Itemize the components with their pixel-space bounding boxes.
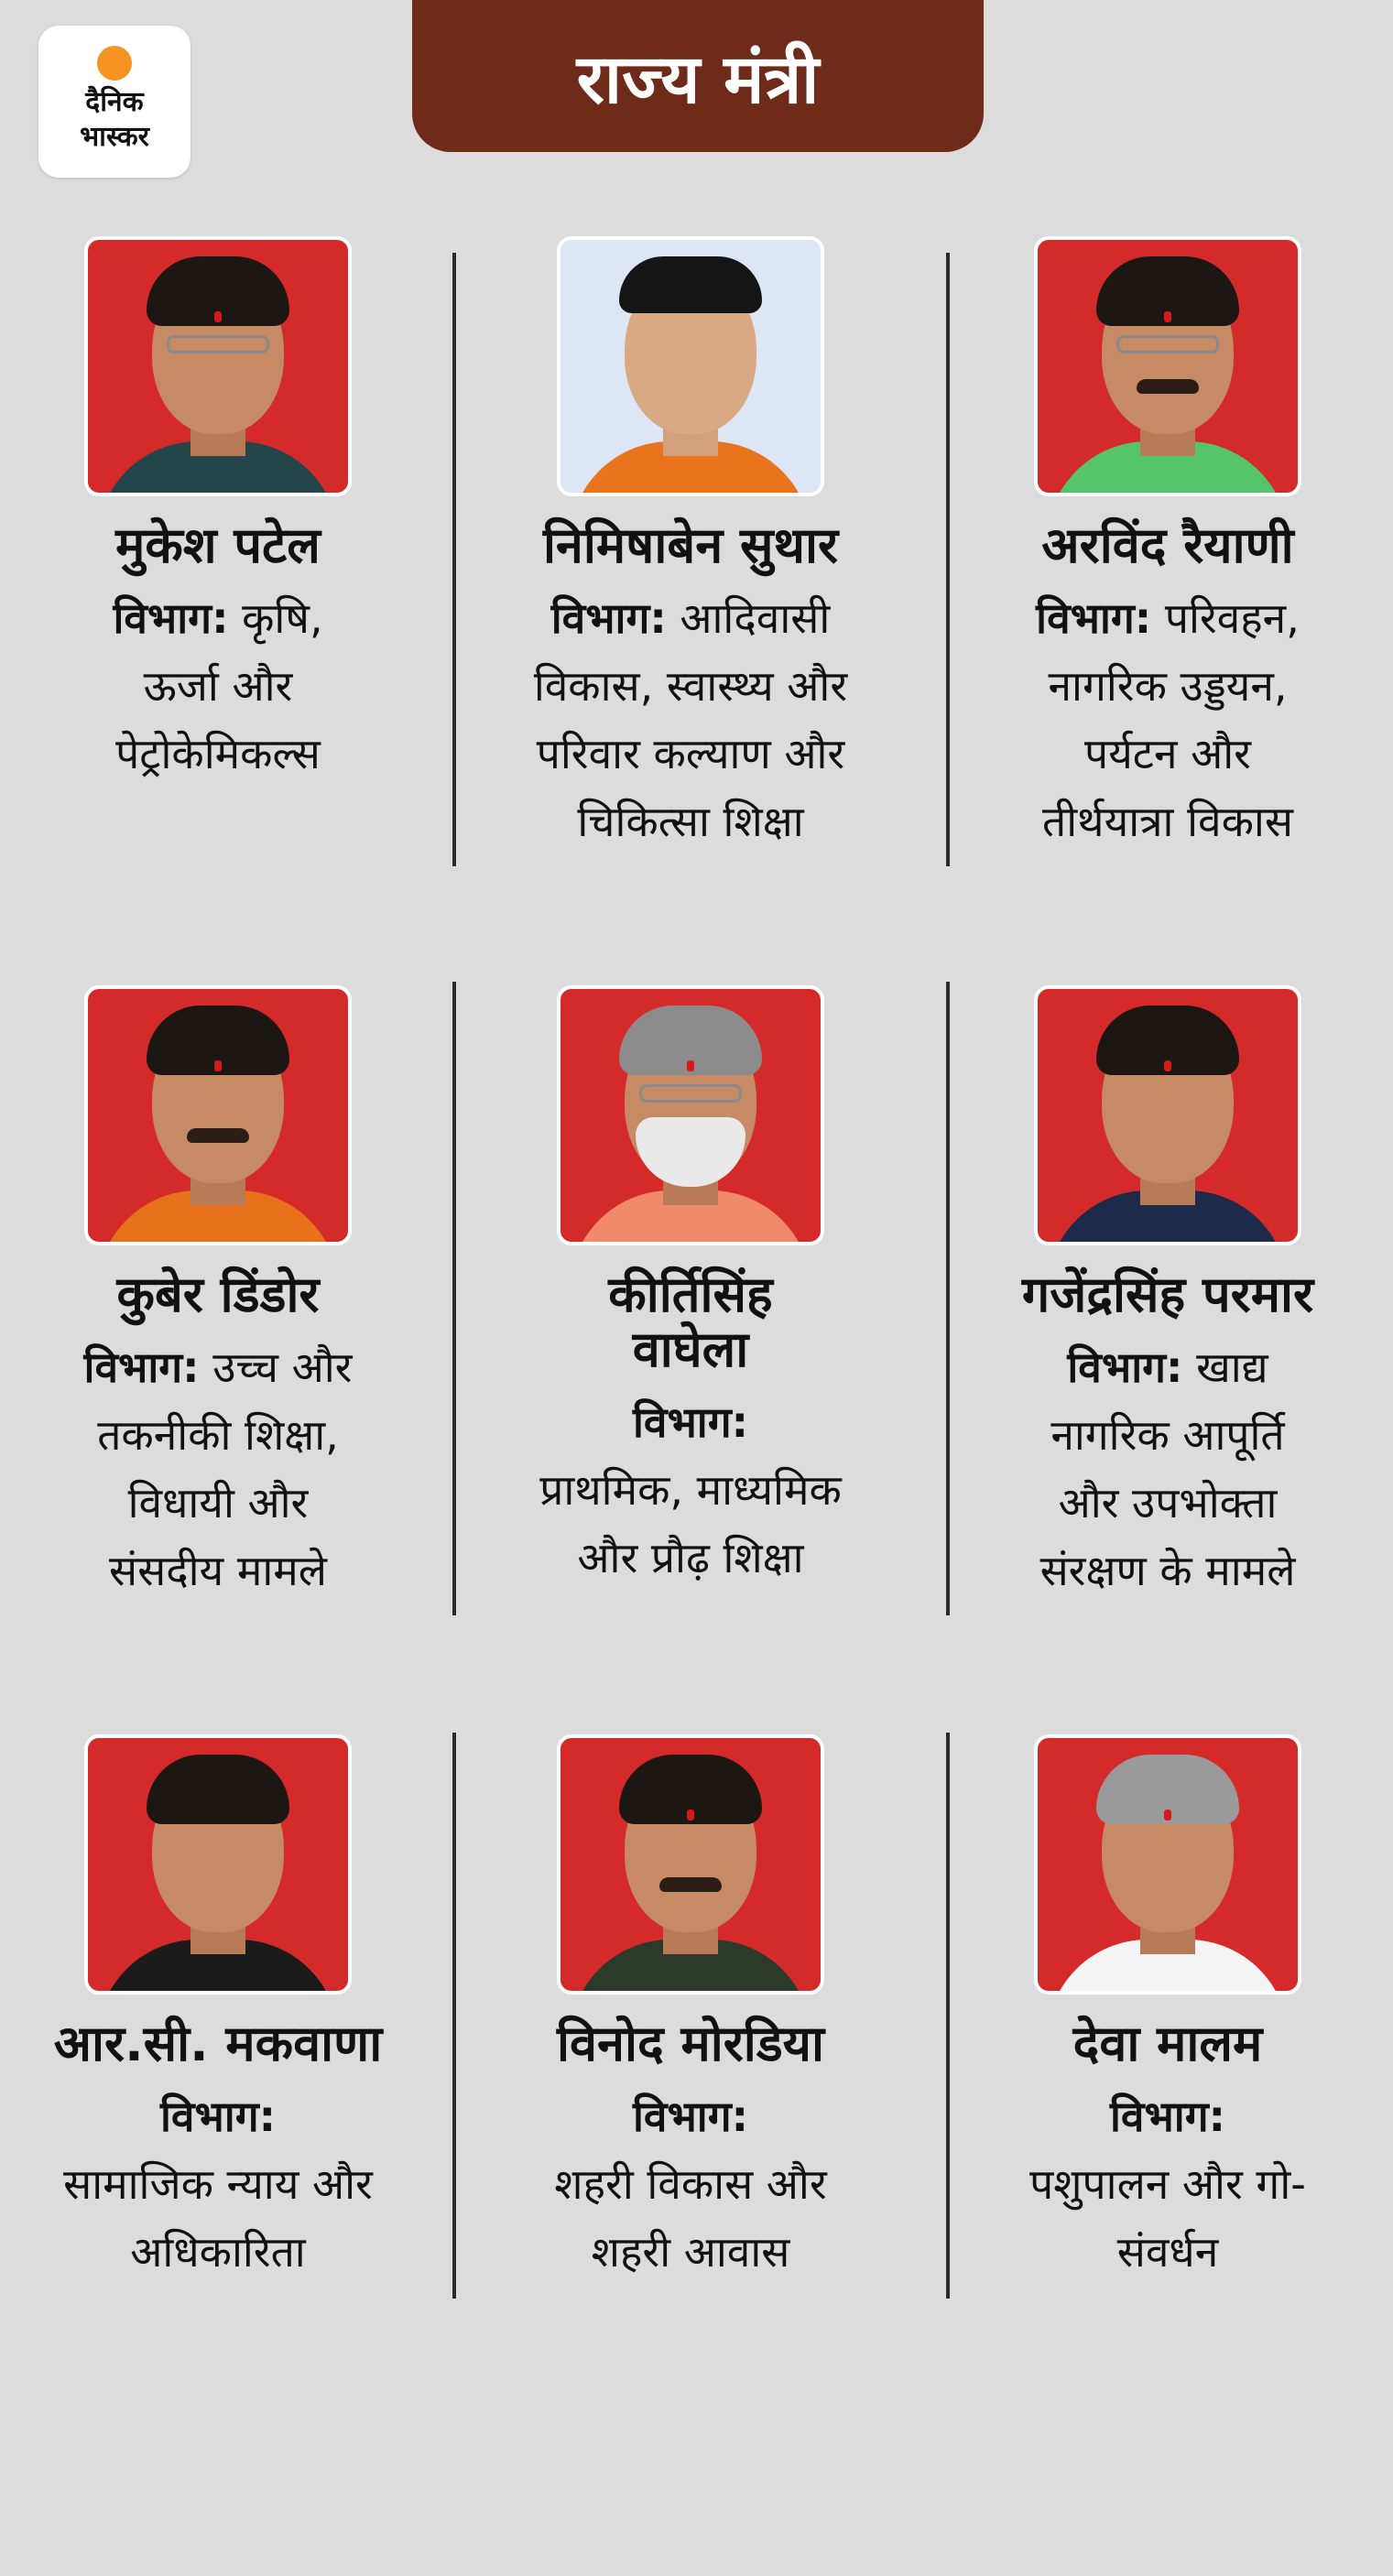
portrait-man-icon xyxy=(1034,985,1301,1245)
portrait-man-beard-icon xyxy=(557,985,824,1245)
minister-name: विनोद मोरडिया xyxy=(557,2015,824,2072)
minister-card xyxy=(966,236,1369,855)
sun-icon xyxy=(97,46,132,81)
department-value: शहरी विकास और शहरी आवास xyxy=(554,2159,827,2277)
minister-card xyxy=(966,1734,1369,2286)
minister-card xyxy=(489,1734,892,2286)
department-value: सामाजिक न्याय और अधिकारिता xyxy=(63,2159,373,2277)
minister-name: आर.सी. मकवाणा xyxy=(53,2015,383,2072)
department-label: विभाग: xyxy=(83,1342,200,1392)
divider xyxy=(452,253,456,866)
minister-name: देवा मालम xyxy=(1072,2015,1263,2072)
portrait-man-mustache-icon xyxy=(557,1734,824,1994)
department-value: पशुपालन और गो- संवर्धन xyxy=(1029,2159,1306,2277)
divider xyxy=(452,1733,456,2299)
logo-line-2: भास्कर xyxy=(80,121,149,153)
minister-name: गजेंद्रसिंह परमार xyxy=(1021,1266,1314,1323)
minister-name: कुबेर डिंडोर xyxy=(116,1266,320,1323)
portrait-woman-icon xyxy=(557,236,824,496)
minister-card xyxy=(966,985,1369,1604)
minister-card xyxy=(489,236,892,855)
minister-department xyxy=(16,2082,419,2286)
department-label: विभाग: xyxy=(1109,2092,1226,2141)
minister-name: कीर्तिसिंह वाघेला xyxy=(608,1266,773,1378)
minister-department xyxy=(489,2082,892,2286)
divider xyxy=(946,253,950,866)
department-label: विभाग: xyxy=(550,593,667,643)
department-label: विभाग: xyxy=(632,2092,749,2141)
department-label: विभाग: xyxy=(1036,593,1152,643)
department-label: विभाग: xyxy=(1067,1342,1183,1392)
logo-line-1: दैनिक xyxy=(85,86,144,118)
minister-department xyxy=(966,1333,1369,1604)
divider xyxy=(452,982,456,1615)
portrait-man-icon xyxy=(84,1734,352,1994)
page-title: राज्य मंत्री xyxy=(576,39,820,119)
minister-department xyxy=(489,1388,892,1592)
portrait-man-mustache-icon xyxy=(84,985,352,1245)
department-value: आदिवासी विकास, स्वास्थ्य और परिवार कल्याण और चिकित्सा शिक्षा xyxy=(533,593,848,846)
minister-name: निमिषाबेन सुथार xyxy=(542,516,839,574)
minister-card xyxy=(16,985,419,1604)
divider xyxy=(946,1733,950,2299)
logo xyxy=(38,26,190,178)
portrait-man-glasses-mustache-icon xyxy=(1034,236,1301,496)
minister-card xyxy=(489,985,892,1592)
department-label: विभाग: xyxy=(113,593,229,643)
minister-department xyxy=(966,2082,1369,2286)
department-value: प्राथमिक, माध्यमिक और प्रौढ़ शिक्षा xyxy=(539,1465,842,1582)
divider xyxy=(946,982,950,1615)
department-value: खाद्य नागरिक आपूर्ति और उपभोक्ता संरक्षण के मामले xyxy=(1039,1342,1296,1595)
department-label: विभाग: xyxy=(632,1397,749,1447)
portrait-man-glasses-icon xyxy=(84,236,352,496)
minister-department xyxy=(16,1333,419,1604)
minister-department xyxy=(966,584,1369,855)
department-value: कृषि, ऊर्जा और पेट्रोकेमिकल्स xyxy=(115,593,323,778)
title-banner xyxy=(412,0,984,152)
minister-name: मुकेश पटेल xyxy=(115,516,321,574)
minister-card xyxy=(16,1734,419,2286)
minister-department xyxy=(16,584,419,788)
minister-department xyxy=(489,584,892,855)
minister-card xyxy=(16,236,419,788)
department-label: विभाग: xyxy=(159,2092,277,2141)
minister-name: अरविंद रैयाणी xyxy=(1041,516,1294,574)
department-value: उच्च और तकनीकी शिक्षा, विधायी और संसदीय मामले xyxy=(97,1342,353,1595)
portrait-man-grey-hair-icon xyxy=(1034,1734,1301,1994)
department-value: परिवहन, नागरिक उड्डयन, पर्यटन और तीर्थयात्रा विकास xyxy=(1042,593,1300,846)
